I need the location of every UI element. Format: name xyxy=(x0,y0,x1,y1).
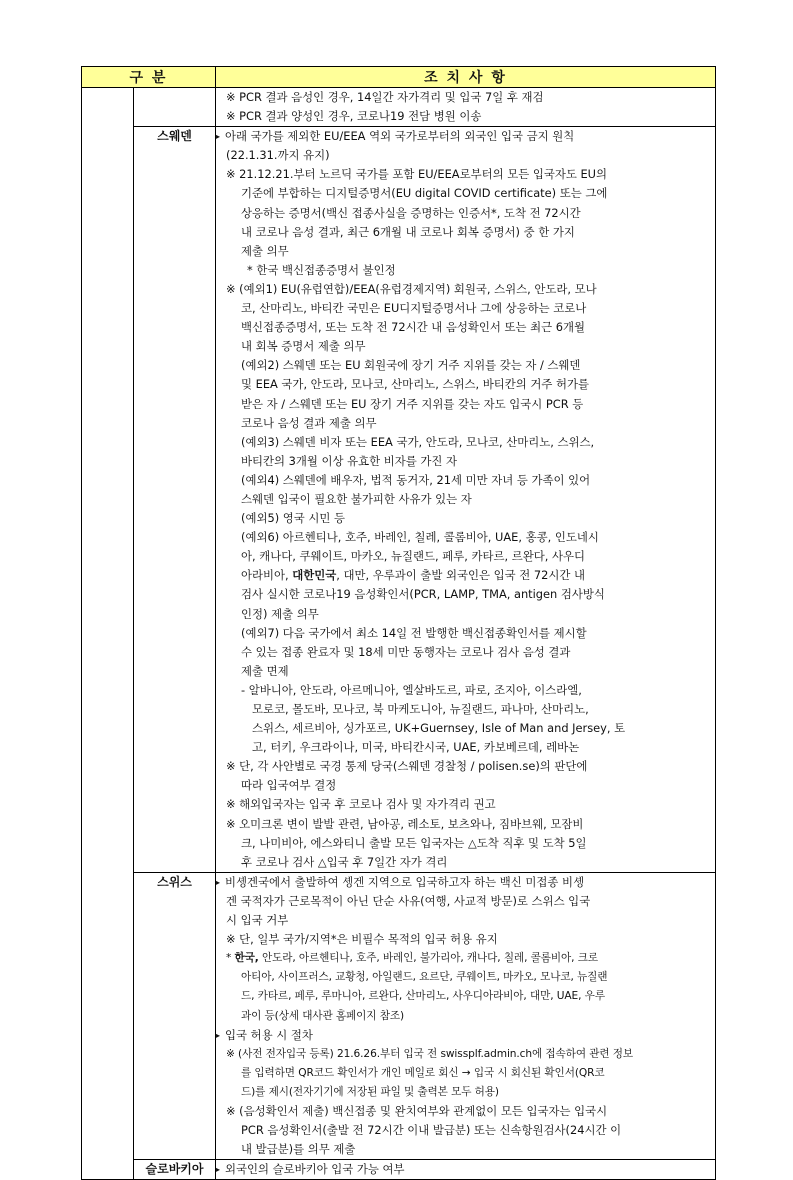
list-item: ※ (사전 전자입국 등록) 21.6.26.부터 입국 전 swissplf.admin.ch에 접속하여 관련 정보 xyxy=(226,1047,634,1060)
list-item: ※ 오미크론 변이 발발 관련, 남아공, 레소토, 보츠와나, 짐바브웨, 모잠비 xyxy=(226,816,584,831)
measures-table xyxy=(81,66,716,1180)
list-item: ※ 단, 일부 국가/지역*은 비필수 목적의 입국 허용 유지 xyxy=(226,932,498,947)
list-item: 코, 산마리노, 바티칸 국민은 EU디지털증명서나 그에 상응하는 코로나 xyxy=(241,301,587,316)
list-item: 기준에 부합하는 디지털증명서(EU digital COVID certificate) 또는 그에 xyxy=(241,186,608,201)
header-row xyxy=(82,67,716,88)
list-item: 과이 등(상세 대사관 홈페이지 참조) xyxy=(241,1009,405,1022)
list-item: 내 발급분)를 의무 제출 xyxy=(241,1142,356,1157)
list-item: 따라 입국여부 결정 xyxy=(241,778,337,793)
list-item: 아래 국가를 제외한 EU/EEA 역외 국가로부터의 외국인 입국 금지 원칙 xyxy=(225,129,575,144)
bullet-icon: ▸ xyxy=(216,877,221,887)
content-cell-sweden xyxy=(216,127,716,873)
list-item: 제출 면제 xyxy=(241,663,289,678)
list-item: - 알바니아, 안도라, 아르메니아, 엘살바도르, 파로, 조지아, 이스라엘, xyxy=(241,682,582,697)
list-item: * 한국 백신접종증명서 불인정 xyxy=(247,262,396,277)
list-item: 아라비아, xyxy=(241,568,289,583)
list-item: 스위스, 세르비아, 싱가포르, UK+Guernsey, Isle of Man and Jersey, 토 xyxy=(252,721,626,736)
country-cell-slovakia: 슬로바키아 xyxy=(134,1160,216,1180)
bullet-icon: ▸ xyxy=(216,132,221,142)
list-item: ※ PCR 결과 양성인 경우, 코로나19 전담 병원 이송 xyxy=(226,109,482,124)
country-cell-sweden: 스웨덴 xyxy=(134,127,216,873)
header-category: 구 분 xyxy=(82,67,216,88)
list-item: (예외7) 다음 국가에서 최소 14일 전 발행한 백신접종확인서를 제시할 xyxy=(241,625,587,640)
list-item: 바티칸의 3개월 이상 유효한 비자를 가진 자 xyxy=(241,453,458,468)
list-item: ※ 해외입국자는 입국 후 코로나 검사 및 자가격리 권고 xyxy=(226,797,496,812)
list-item: 를 입력하면 QR코드 확인서가 개인 메일로 회신 → 입국 시 회신된 확인서(QR코 xyxy=(241,1066,605,1079)
list-item: 입국 허용 시 절차 xyxy=(225,1027,313,1042)
list-item: 인정) 제출 의무 xyxy=(241,606,319,621)
bullet-icon: ▸ xyxy=(216,1165,221,1175)
list-item: 안도라, 아르헨티나, 호주, 바레인, 불가리아, 캐나다, 칠레, 콜롬비아, 크로 xyxy=(258,952,598,965)
list-item: 모로코, 몰도바, 모나코, 북 마케도니아, 뉴질랜드, 파나마, 산마리노, xyxy=(252,702,589,716)
list-item: (예외3) 스웨덴 비자 또는 EEA 국가, 안도라, 모나코, 산마리노, 스위스, xyxy=(241,434,595,449)
table-row xyxy=(82,872,716,1159)
list-item: 백신접종증명서, 또는 도착 전 72시간 내 음성확인서 또는 최근 6개월 xyxy=(241,320,586,335)
highlight-korea: 대한민국 xyxy=(292,568,337,583)
list-item: (22.1.31.까지 유지) xyxy=(226,148,330,163)
list-item: 받은 자 / 스웨덴 또는 EU 장기 거주 지위를 갖는 자도 입국시 PCR 등 xyxy=(241,396,584,411)
list-item: ※ (음성확인서 제출) 백신접종 및 완치여부와 관계없이 모든 입국자는 입국시 xyxy=(226,1103,608,1118)
list-item: PCR 음성확인서(출발 전 72시간 이내 발급분) 또는 신속항원검사(24시간 이 xyxy=(241,1123,622,1138)
list-item: 아티아, 사이프러스, 교황청, 아일랜드, 요르단, 쿠웨이트, 마카오, 모나코, 뉴질랜 xyxy=(241,971,608,984)
table-row xyxy=(82,127,716,873)
list-item: 내 회복 증명서 제출 의무 xyxy=(241,339,366,354)
list-item: 후 코로나 검사 △입국 후 7일간 자가 격리 xyxy=(241,854,448,869)
list-item: 외국인의 슬로바키아 입국 가능 여부 xyxy=(225,1162,405,1177)
header-measures: 조 치 사 항 xyxy=(216,67,716,88)
country-cell-top xyxy=(134,88,216,127)
list-item: 비솅겐국에서 출발하여 솅겐 지역으로 입국하고자 하는 백신 미접종 비솅 xyxy=(225,874,585,889)
list-item: (예외5) 영국 시민 등 xyxy=(241,511,346,526)
content-cell-slovakia xyxy=(216,1160,716,1180)
list-item: ※ 단, 각 사안별로 국경 통제 당국(스웨덴 경찰청 / polisen.se)의 판단에 xyxy=(226,759,588,774)
list-item: 내 코로나 음성 결과, 최근 6개월 내 코로나 회복 증명서) 중 한 가지 xyxy=(241,224,575,239)
region-cell xyxy=(82,88,134,1180)
list-item: 스웨덴 입국이 필요한 불가피한 사유가 있는 자 xyxy=(241,491,472,506)
content-cell-switzerland xyxy=(216,872,716,1159)
list-item: ※ PCR 결과 음성인 경우, 14일간 자가격리 및 입국 7일 후 재검 xyxy=(226,90,544,104)
list-item: 고, 터키, 우크라이나, 미국, 바티칸시국, UAE, 카보베르데, 레바논 xyxy=(252,740,580,755)
highlight-korea: 한국, xyxy=(234,952,259,965)
table-row xyxy=(82,1160,716,1180)
list-item: 및 EEA 국가, 안도라, 모나코, 산마리노, 스위스, 바티칸의 거주 허가를 xyxy=(241,377,589,392)
list-item: (예외6) 아르헨티나, 호주, 바레인, 칠레, 콜롬비아, UAE, 홍콩, 인도네시 xyxy=(241,530,599,545)
list-item: , 대만, 우루과이 출발 외국인은 입국 전 72시간 내 xyxy=(336,568,586,583)
list-item: 검사 실시한 코로나19 음성확인서(PCR, LAMP, TMA, antigen 검사방식 xyxy=(241,587,605,602)
list-item: 아, 캐나다, 쿠웨이트, 마카오, 뉴질랜드, 페루, 카타르, 르완다, 사우디 xyxy=(241,549,586,564)
bullet-icon: ▸ xyxy=(216,1030,221,1040)
list-item: 제출 의무 xyxy=(241,243,289,258)
list-item: ※ 21.12.21.부터 노르딕 국가를 포함 EU/EEA로부터의 모든 입국자도 EU의 xyxy=(226,167,608,182)
country-cell-switzerland: 스위스 xyxy=(134,872,216,1159)
list-item: 겐 국적자가 근로목적이 아닌 단순 사유(여행, 사교적 방문)로 스위스 입국 xyxy=(226,893,591,908)
list-item: 코로나 음성 결과 제출 의무 xyxy=(241,415,377,430)
list-item: (예외2) 스웨덴 또는 EU 회원국에 장기 거주 지위를 갖는 자 / 스웨덴 xyxy=(241,358,581,373)
list-item: 크, 나미비아, 에스와티니 출발 모든 입국자는 △도착 직후 및 도착 5일 xyxy=(241,835,587,850)
list-item: ※ (예외1) EU(유럽연합)/EEA(유럽경제지역) 회원국, 스위스, 안도라, 모나 xyxy=(226,281,597,296)
list-item: 드, 카타르, 페루, 루마니아, 르완다, 산마리노, 사우디아라비아, 대만, UAE, 우루 xyxy=(241,990,605,1003)
list-item: * xyxy=(226,952,235,965)
list-item: 시 입국 거부 xyxy=(226,913,289,928)
list-item: (예외4) 스웨덴에 배우자, 법적 동거자, 21세 미만 자녀 등 가족이 있어 xyxy=(241,472,591,487)
table-row xyxy=(82,88,716,127)
list-item: 수 있는 접종 완료자 및 18세 미만 동행자는 코로나 검사 음성 결과 xyxy=(241,644,571,659)
list-item: 상응하는 증명서(백신 접종사실을 증명하는 인증서*, 도착 전 72시간 xyxy=(241,205,581,220)
list-item: 드)를 제시(전자기기에 저장된 파일 및 출력본 모두 허용) xyxy=(241,1085,499,1098)
content-cell-top xyxy=(216,88,716,127)
